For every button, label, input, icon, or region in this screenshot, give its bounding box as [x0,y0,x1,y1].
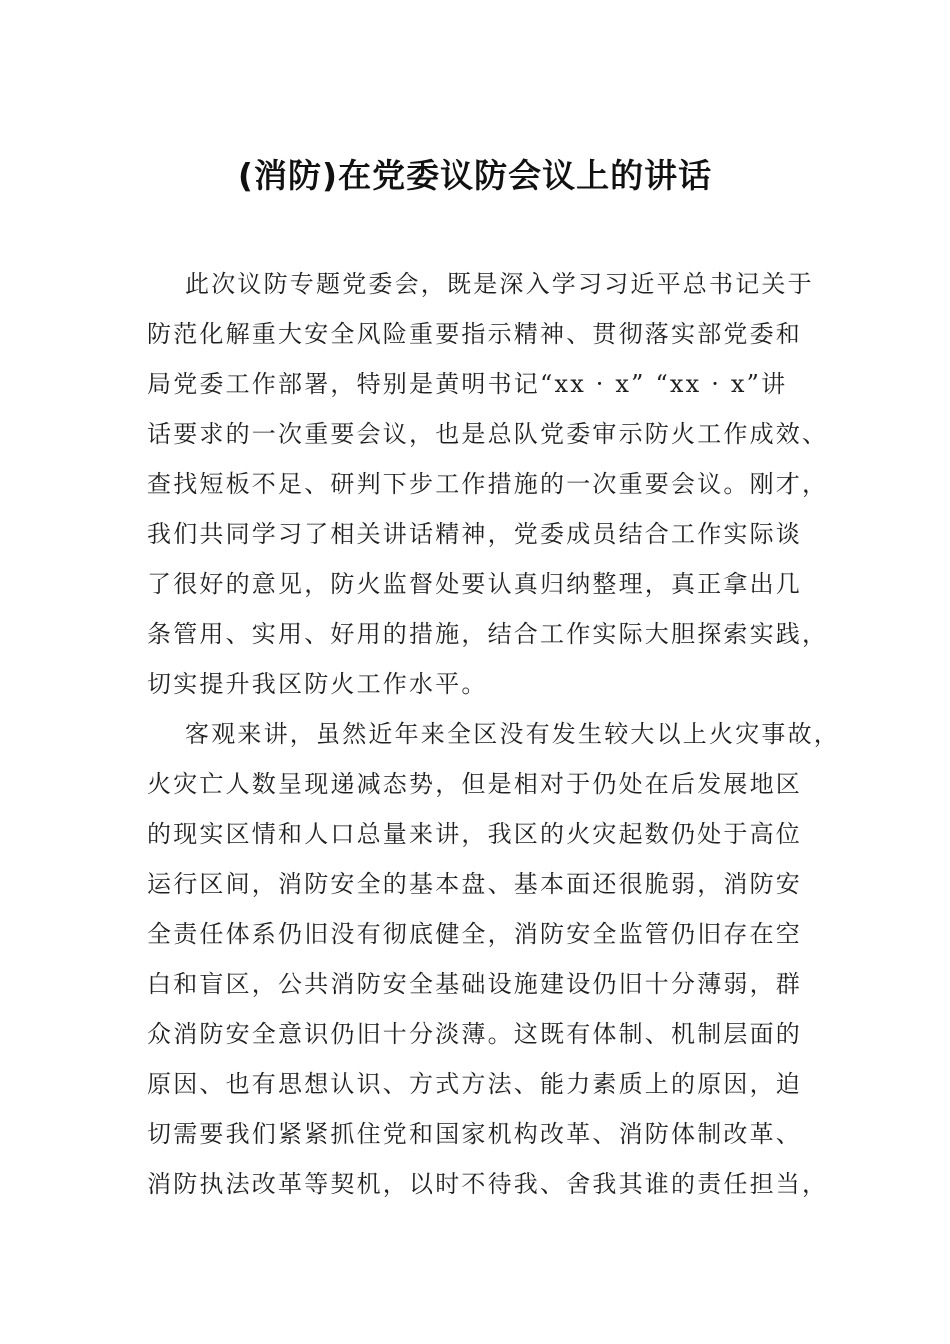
paragraph-1-line-3: 局党委工作部署，特别是黄明书记“xx · x” “xx · x”讲 [147,370,788,398]
paragraph-1-line-6: 我们共同学习了相关讲话精神，党委成员结合工作实际谈 [147,520,802,548]
paragraph-1-line-4: 话要求的一次重要会议，也是总队党委审示防火工作成效、 [147,420,829,448]
paragraph-1-line-1: 此次议防专题党委会，既是深入学习习近平总书记关于 [185,270,814,298]
paragraph-2-line-8: 原因、也有思想认识、方式方法、能力素质上的原因，迫 [147,1070,802,1098]
paragraph-2-line-5: 全责任体系仍旧没有彻底健全，消防安全监管仍旧存在空 [147,920,802,948]
paragraph-1-line-2: 防范化解重大安全风险重要指示精神、贯彻落实部党委和 [147,320,802,348]
paragraph-2-line-10: 消防执法改革等契机，以时不待我、舍我其谁的责任担当， [147,1170,829,1198]
paragraph-2-line-6: 白和盲区，公共消防安全基础设施建设仍旧十分薄弱，群 [147,970,802,998]
paragraph-2-line-3: 的现实区情和人口总量来讲，我区的火灾起数仍处于高位 [147,820,802,848]
paragraph-1-line-5: 查找短板不足、研判下步工作措施的一次重要会议。刚才， [147,470,829,498]
document-title: (消防)在党委议防会议上的讲话 [237,156,713,195]
paragraph-1-line-7: 了很好的意见，防火监督处要认真归纳整理，真正拿出几 [147,570,802,598]
paragraph-2-line-4: 运行区间，消防安全的基本盘、基本面还很脆弱，消防安 [147,870,802,898]
paragraph-2-line-2: 火灾亡人数呈现递减态势，但是相对于仍处在后发展地区 [147,770,802,798]
paragraph-2-line-9: 切需要我们紧紧抓住党和国家机构改革、消防体制改革、 [147,1120,802,1148]
paragraph-2-line-7: 众消防安全意识仍旧十分淡薄。这既有体制、机制层面的 [147,1020,802,1048]
paragraph-1-line-8: 条管用、实用、好用的措施，结合工作实际大胆探索实践， [147,620,829,648]
paragraph-2-line-1: 客观来讲，虽然近年来全区没有发生较大以上火灾事故， [185,720,840,748]
paragraph-1-line-9: 切实提升我区防火工作水平。 [147,670,488,698]
